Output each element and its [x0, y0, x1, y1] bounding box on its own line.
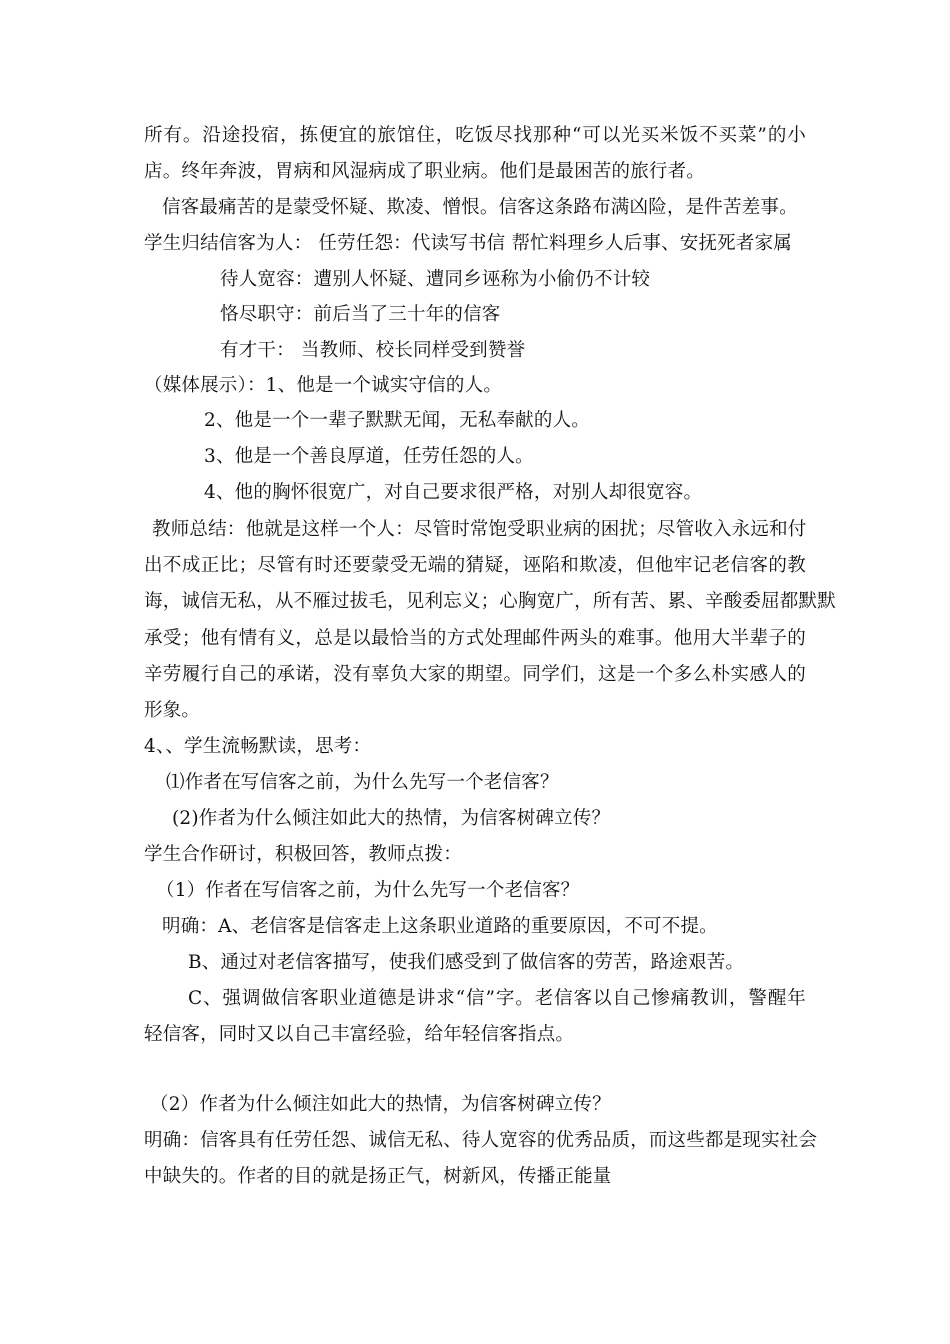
paragraph-line: 信客最痛苦的是蒙受怀疑、欺凌、憎恨。信客这条路布满凶险，是件苦差事。 [162, 197, 798, 218]
paragraph-line: 辛劳履行自己的承诺，没有辜负大家的期望。同学们，这是一个多么朴实感人的 [144, 664, 806, 685]
answer-line: B、通过对老信客描写，使我们感受到了做信客的劳苦，路途艰苦。 [188, 952, 745, 973]
answer-line: 明确：信客具有任劳任怨、诚信无私、待人宽容的优秀品质，而这些都是现实社会 [144, 1130, 818, 1151]
question-item: （1）作者在写信客之前，为什么先写一个老信客？ [156, 880, 580, 901]
answer-line: 中缺失的。作者的目的就是扬正气，树新风，传播正能量 [144, 1166, 612, 1187]
paragraph-line: 诲，诚信无私，从不雁过拔毛，见利忘义；心胸宽广，所有苦、累、辛酸委屈都默默 [144, 591, 836, 612]
paragraph-line: 待人宽容：遭别人怀疑、遭同乡诬称为小偷仍不计较 [220, 269, 651, 290]
paragraph-line: 有才干： 当教师、校长同样受到赞誉 [220, 340, 526, 361]
list-item: 3、他是一个善良厚道，任劳任怨的人。 [204, 446, 534, 467]
paragraph-line: 教师总结：他就是这样一个人：尽管时常饱受职业病的困扰；尽管收入永远和付 [152, 519, 807, 540]
question-item: (2)作者为什么倾注如此大的热情，为信客树碑立传？ [172, 808, 611, 829]
paragraph-line: 出不成正比；尽管有时还要蒙受无端的猜疑，诬陷和欺凌，但他牢记老信客的教 [144, 555, 806, 576]
question-item: （2）作者为什么倾注如此大的热情，为信客树碑立传？ [150, 1094, 611, 1115]
answer-line: C、强调做信客职业道德是讲求“信”字。老信客以自己惨痛教训，警醒年 [188, 988, 806, 1009]
answer-line: 明确：A、老信客是信客走上这条职业道路的重要原因，不可不提。 [162, 916, 718, 937]
list-item: 4、他的胸怀很宽广，对自己要求很严格，对别人却很宽容。 [204, 482, 703, 503]
paragraph-line: 承受；他有情有义，总是以最恰当的方式处理邮件两头的难事。他用大半辈子的 [144, 628, 806, 649]
paragraph-line: 学生归结信客为人： 任劳任怨：代读写书信 帮忙料理乡人后事、安抚死者家属 [144, 233, 792, 254]
paragraph-line: 所有。沿途投宿，拣便宜的旅馆住，吃饭尽找那种“可以光买米饭不买菜”的小 [144, 125, 806, 146]
answer-line: 轻信客，同时又以自己丰富经验，给年轻信客指点。 [144, 1024, 575, 1045]
list-item: 2、他是一个一辈子默默无闻，无私奉献的人。 [204, 410, 590, 431]
paragraph-line: 店。终年奔波，胃病和风湿病成了职业病。他们是最困苦的旅行者。 [144, 161, 706, 182]
paragraph-line: 恪尽职守：前后当了三十年的信客 [220, 304, 501, 325]
paragraph-line: 形象。 [144, 700, 201, 721]
paragraph-line: 学生合作研讨，积极回答，教师点拨： [144, 844, 462, 865]
question-item: ⑴作者在写信客之前，为什么先写一个老信客？ [166, 772, 559, 793]
section-heading: 4、、学生流畅默读，思考： [144, 736, 372, 757]
list-heading: （媒体展示）：1、他是一个诚实守信的人。 [144, 375, 503, 396]
